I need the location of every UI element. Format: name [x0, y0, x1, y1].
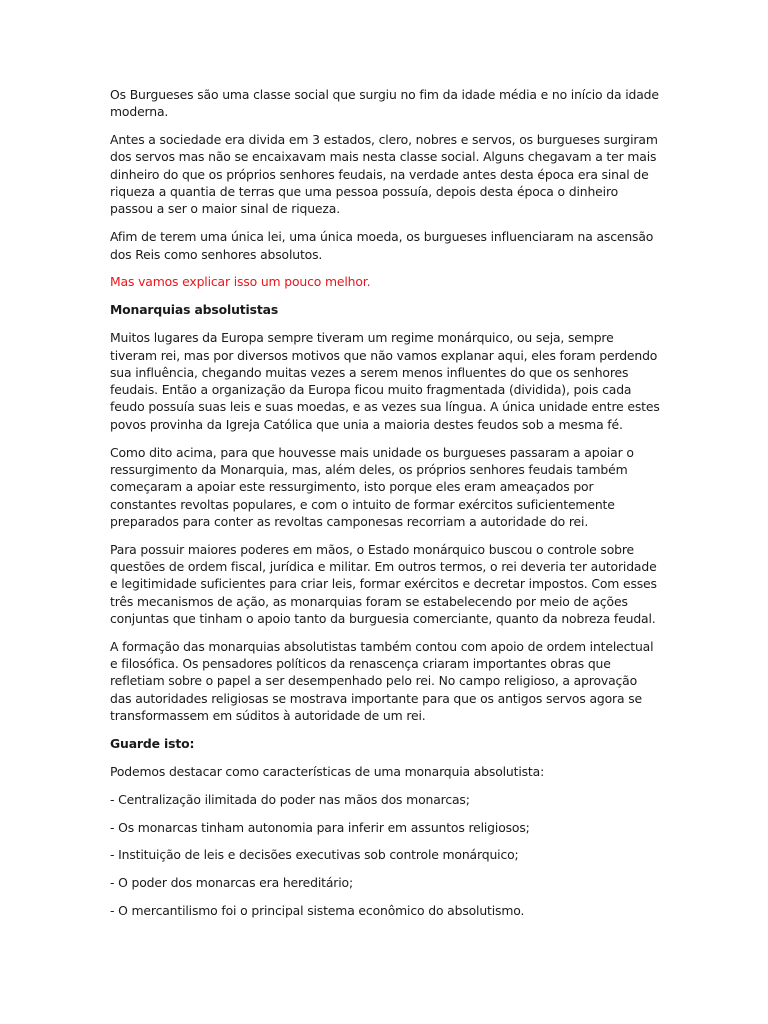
list-item: - Os monarcas tinham autonomia para inferir em assuntos religiosos; [110, 819, 530, 835]
section-heading-guarde-isto: Guarde isto: [110, 735, 195, 751]
paragraph-europa-regime: Muitos lugares da Europa sempre tiveram um regime monárquico, ou seja, sempre tiveram rei, mas por diversos motivos que não vamos explanar aqui, eles foram perdendo sua influência, chegando muitas vezes a serem menos influentes do que os senhores feudais. Então a organização da Europa ficou muito fragmentada (dividida), pois cada feudo possuía suas leis e suas moedas, e as vezes sua língua. A única unidade entre estes povos provinha da Igreja Católica que unia a maioria destes feudos sob a mesma fé. [110, 330, 660, 432]
paragraph-ressurgimento-monarquia: Como dito acima, para que houvesse mais unidade os burgueses passaram a apoiar o ressurgimento da Monarquia, mas, além deles, os próprios senhores feudais também começaram a apoiar este ressurgimento, isto porque eles eram ameaçados por constantes revoltas populares, e com o intuito de formar exércitos suficientemente preparados para conter as revoltas camponesas recorriam a autoridade do rei. [110, 444, 634, 529]
paragraph-sociedade-estados: Antes a sociedade era divida em 3 estados, clero, nobres e servos, os burgueses surgiram dos servos mas não se encaixavam mais nesta classe social. Alguns chegavam a ter mais dinheiro do que os próprios senhores feudais, na verdade antes desta época era sinal de riqueza a quantia de terras que uma pessoa possuía, depois desta época o dinheiro passou a ser o maior sinal de riqueza. [110, 132, 658, 217]
list-item: - O mercantilismo foi o principal sistema econômico do absolutismo. [110, 903, 525, 919]
section-heading-monarquias: Monarquias absolutistas [110, 302, 279, 318]
paragraph-burgueses-intro: Os Burgueses são uma classe social que surgiu no fim da idade média e no início da idade moderna. [110, 87, 659, 120]
list-item: - O poder dos monarcas era hereditário; [110, 875, 353, 891]
document-page [110, 86, 660, 930]
paragraph-poderes-estado: Para possuir maiores poderes em mãos, o Estado monárquico buscou o controle sobre questões de ordem fiscal, jurídica e militar. Em outros termos, o rei deveria ter autoridade e legitimidade suficientes para criar leis, formar exércitos e decretar impostos. Com esses três mecanismos de ação, as monarquias foram se estabelecendo por meio de ações conjuntas que tinham o apoio tanto da burguesia comerciante, quanto da nobreza feudal. [110, 541, 657, 626]
paragraph-unica-lei: Afim de terem uma única lei, uma única moeda, os burgueses influenciaram na ascensão dos Reis como senhores absolutos. [110, 229, 654, 262]
paragraph-apoio-intelectual: A formação das monarquias absolutistas também contou com apoio de ordem intelectual e filosófica. Os pensadores políticos da renascença criaram importantes obras que refletiam sobre o papel a ser desempenhado pelo rei. No campo religioso, a aprovação das autoridades religiosas se mostrava importante para que os antigos servos agora se transformassem em súditos à autoridade de um rei. [110, 638, 654, 723]
list-item: - Instituição de leis e decisões executivas sob controle monárquico; [110, 847, 519, 863]
list-item: - Centralização ilimitada do poder nas mãos dos monarcas; [110, 791, 470, 807]
paragraph-caracteristicas-intro: Podemos destacar como características de uma monarquia absolutista: [110, 763, 545, 779]
highlight-explicar-melhor: Mas vamos explicar isso um pouco melhor. [110, 274, 371, 290]
